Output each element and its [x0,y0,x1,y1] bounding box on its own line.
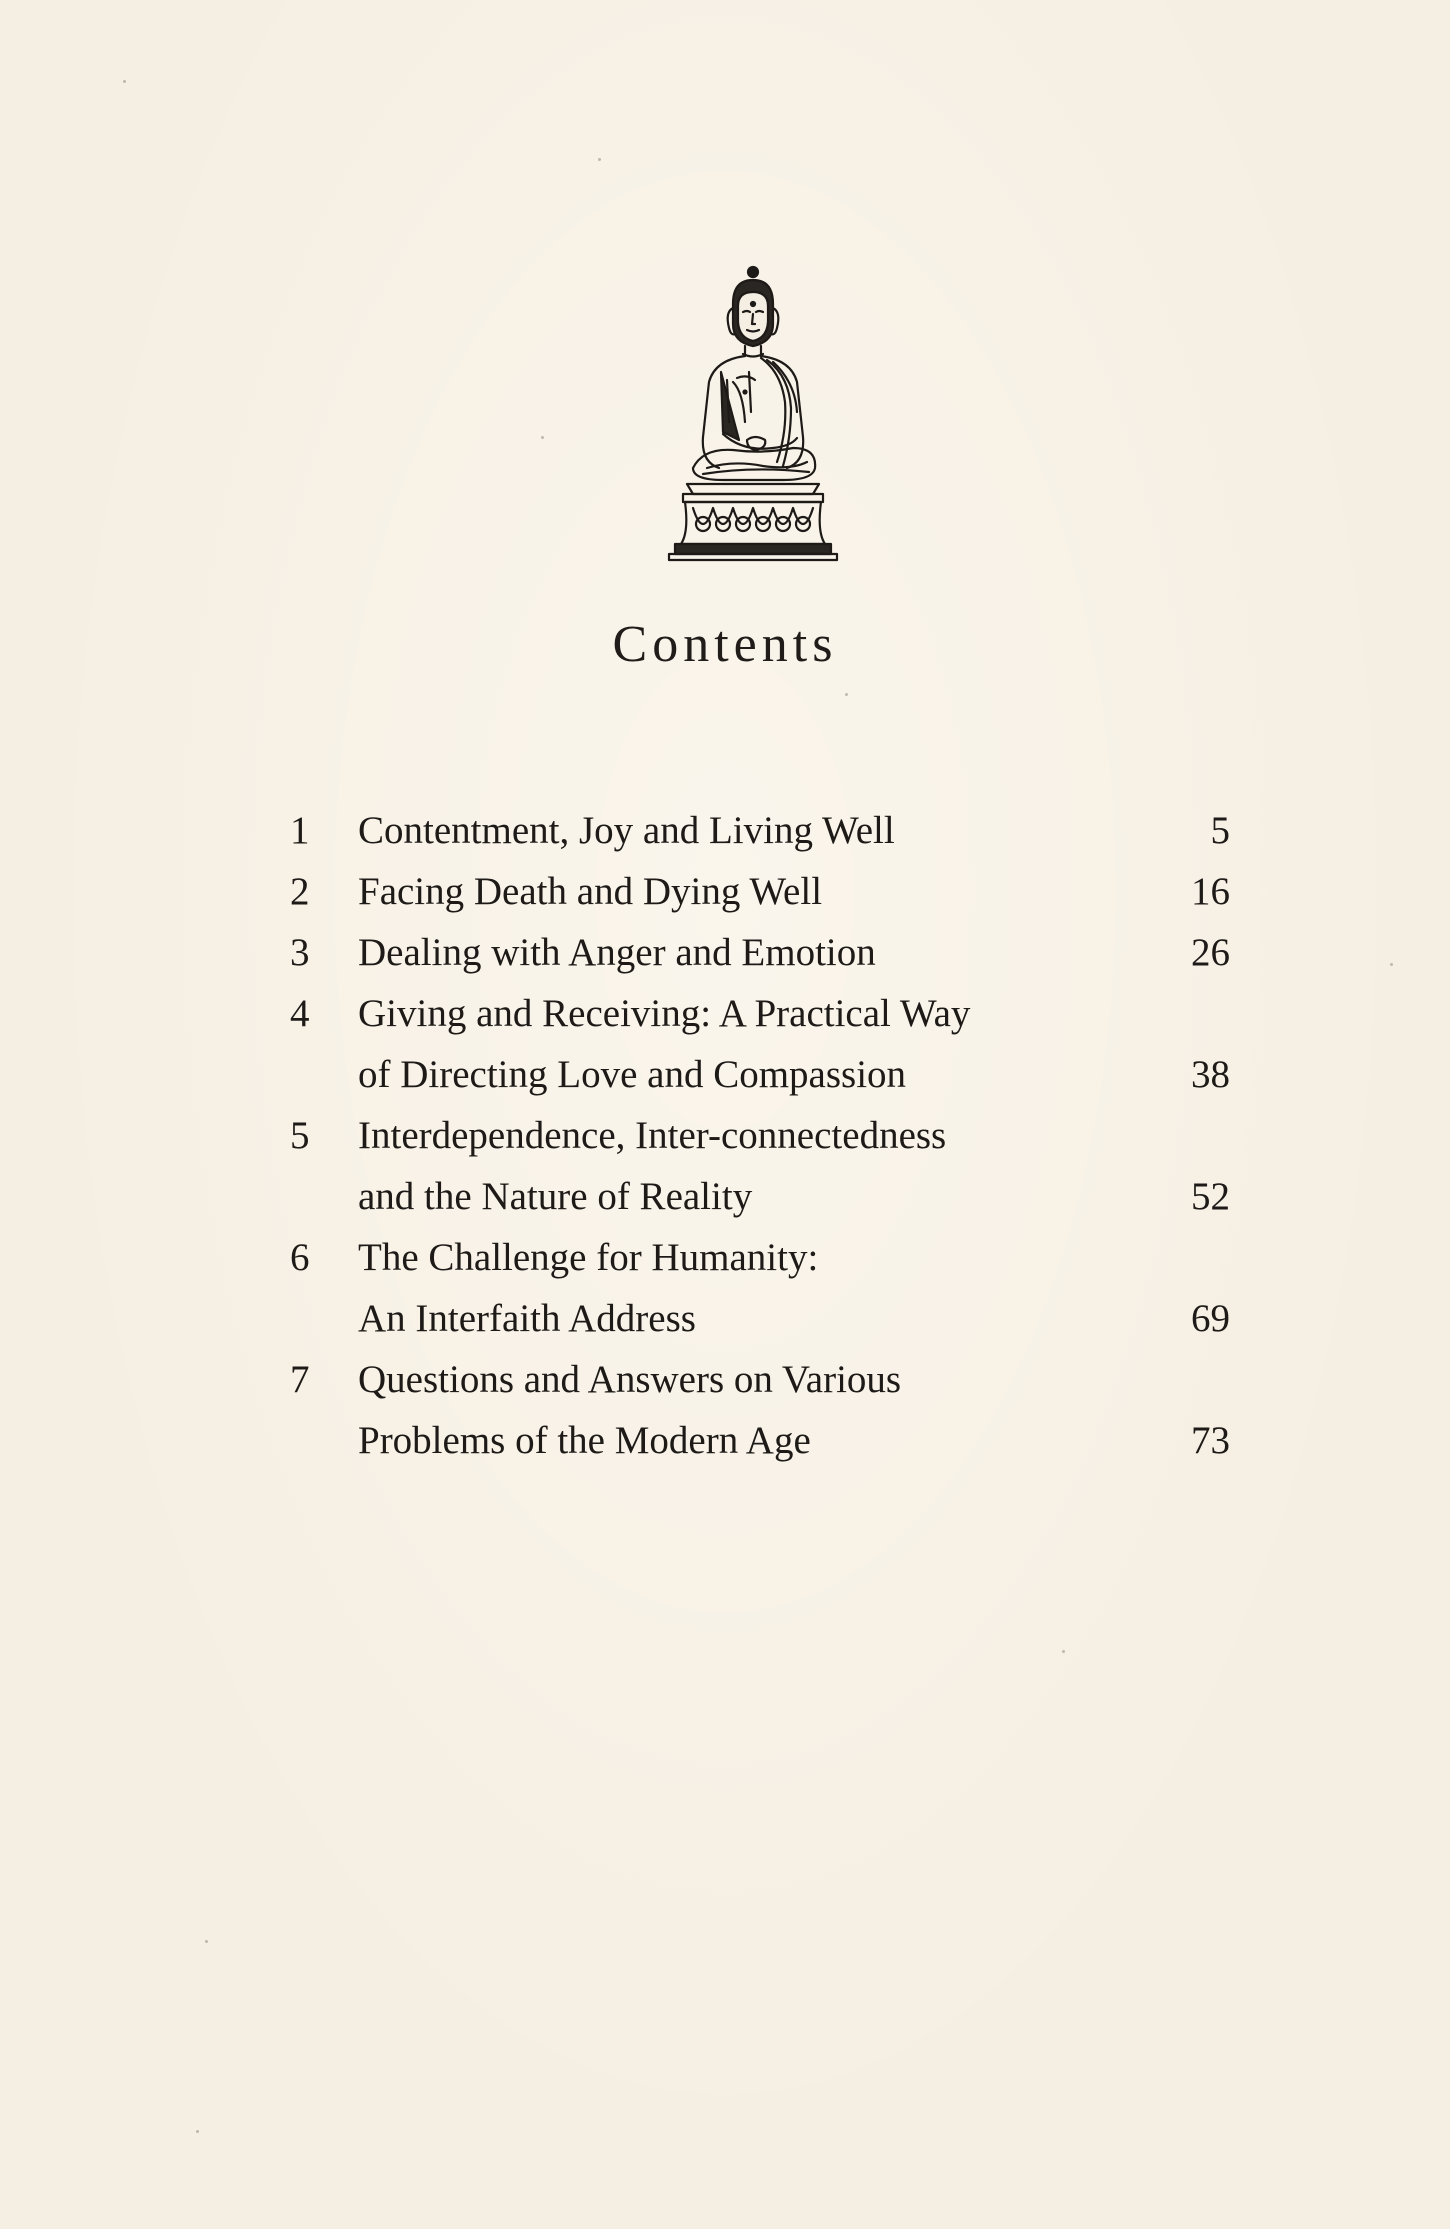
toc-line [290,1105,1230,1166]
toc-line [290,1288,1230,1349]
paper-speck [205,1940,208,1943]
paper-speck [541,436,544,439]
toc-entry-1[interactable] [290,800,1230,861]
chapter-title-continued: An Interfaith Address [358,1297,696,1340]
chapter-page-number: 26 [1191,931,1230,974]
toc-line [290,1349,1230,1410]
chapter-number: 5 [290,1114,310,1157]
toc-line [290,861,1230,922]
toc-line [290,1227,1230,1288]
toc-entry-4[interactable] [290,983,1230,1105]
chapter-number: 3 [290,931,310,974]
chapter-number: 2 [290,870,310,913]
toc-entry-2[interactable] [290,861,1230,922]
toc-entry-5[interactable] [290,1105,1230,1227]
chapter-title-continued: Problems of the Modern Age [358,1419,811,1462]
chapter-number: 1 [290,809,310,852]
toc-line [290,922,1230,983]
toc-line [290,1044,1230,1105]
toc-line [290,1166,1230,1227]
chapter-page-number: 5 [1210,809,1230,852]
chapter-number: 4 [290,992,310,1035]
page-title: Contents [612,616,838,673]
toc-line [290,1410,1230,1471]
chapter-title: Interdependence, Inter-connectedness [358,1114,947,1157]
chapter-title: Dealing with Anger and Emotion [358,931,876,974]
paper-speck [598,158,601,161]
chapter-title: Facing Death and Dying Well [358,870,823,913]
chapter-title: Contentment, Joy and Living Well [358,809,895,852]
paper-speck [123,80,126,83]
toc-entry-6[interactable] [290,1227,1230,1349]
seated-buddha-icon [663,262,843,572]
chapter-title-continued: and the Nature of Reality [358,1175,753,1218]
chapter-page-number: 16 [1191,870,1230,913]
chapter-title: The Challenge for Humanity: [358,1236,819,1279]
chapter-number: 6 [290,1236,310,1279]
toc-line [290,800,1230,861]
chapter-title: Questions and Answers on Various [358,1358,902,1401]
chapter-number: 7 [290,1358,310,1401]
paper-speck [196,2130,199,2133]
chapter-page-number: 73 [1191,1419,1230,1462]
chapter-page-number: 69 [1191,1297,1230,1340]
chapter-page-number: 38 [1191,1053,1230,1096]
chapter-title: Giving and Receiving: A Practical Way [358,992,971,1035]
paper-speck [845,693,848,696]
toc-entry-3[interactable] [290,922,1230,983]
toc-line [290,983,1230,1044]
paper-speck [1390,963,1393,966]
chapter-title-continued: of Directing Love and Compassion [358,1053,907,1096]
chapter-page-number: 52 [1191,1175,1230,1218]
paper-speck [1062,1650,1065,1653]
table-of-contents [290,800,1230,1471]
toc-entry-7[interactable] [290,1349,1230,1471]
